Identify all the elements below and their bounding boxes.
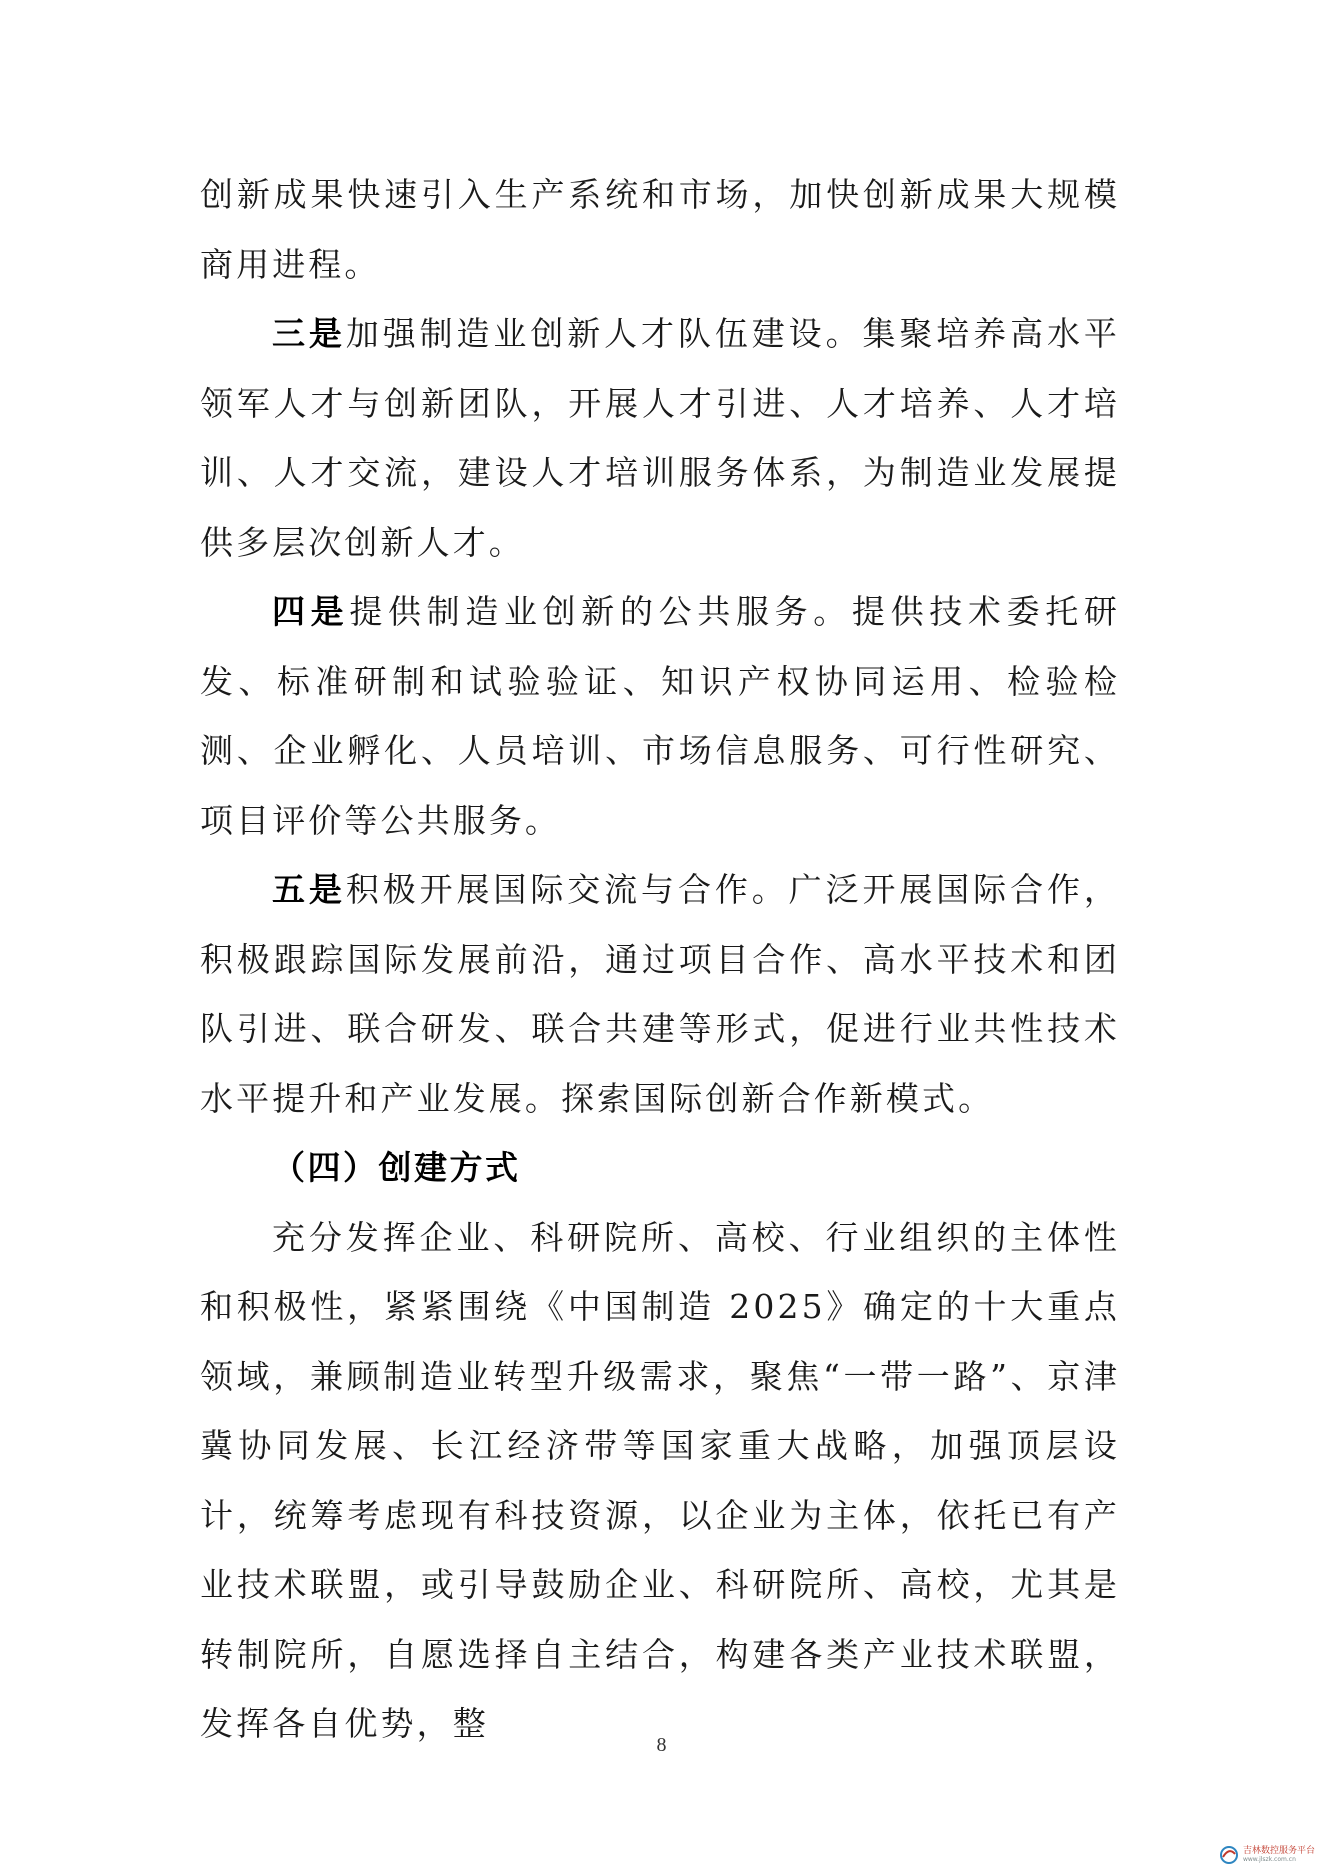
item-paragraph-5 (200, 855, 1120, 1133)
item-text-3: 加强制造业创新人才队伍建设。集聚培养高水平领军人才与创新团队，开展人才引进、人才培养、人才培训、人才交流，建设人才培训服务体系，为制造业发展提供多层次创新人才。 (200, 314, 1120, 562)
item-lead-3: 三是 (272, 314, 346, 353)
section-heading: （四）创建方式 (272, 1148, 521, 1187)
item-paragraph-4 (200, 577, 1120, 855)
section-paragraph: 充分发挥企业、科研院所、高校、行业组织的主体性和积极性，紧紧围绕《中国制造 2025》确定的十大重点领域，兼顾制造业转型升级需求，聚焦“一带一路”、京津冀协同发展、长江经济带等国家重大战略，加强顶层设计，统筹考虑现有科技资源，以企业为主体，依托已有产业技术联盟，或引导鼓励企业、科研院所、高校，尤其是转制院所，自愿选择自主结合，构建各类产业技术联盟，发挥各自优势，整 (200, 1217, 1120, 1743)
swirl-logo-icon (1219, 1845, 1239, 1865)
item-paragraph-3 (200, 299, 1120, 577)
watermark (1219, 1845, 1315, 1865)
continuation-paragraph: 创新成果快速引入生产系统和市场，加快创新成果大规模商用进程。 (200, 175, 1120, 284)
document-body (200, 160, 1120, 1759)
page-number: 8 (656, 1734, 667, 1756)
item-lead-4: 四是 (272, 592, 350, 631)
item-text-5: 积极开展国际交流与合作。广泛开展国际合作，积极跟踪国际发展前沿，通过项目合作、高水平技术和团队引进、联合研发、联合共建等形式，促进行业共性技术水平提升和产业发展。探索国际创新合作新模式。 (200, 870, 1120, 1118)
item-text-4: 提供制造业创新的公共服务。提供技术委托研发、标准研制和试验验证、知识产权协同运用、检验检测、企业孵化、人员培训、市场信息服务、可行性研究、项目评价等公共服务。 (200, 592, 1121, 840)
watermark-name: 吉林数控服务平台 (1242, 1846, 1315, 1856)
watermark-text (1243, 1847, 1315, 1863)
watermark-url: www.jlszk.com.cn (1242, 1856, 1296, 1863)
item-lead-5: 五是 (272, 870, 346, 909)
